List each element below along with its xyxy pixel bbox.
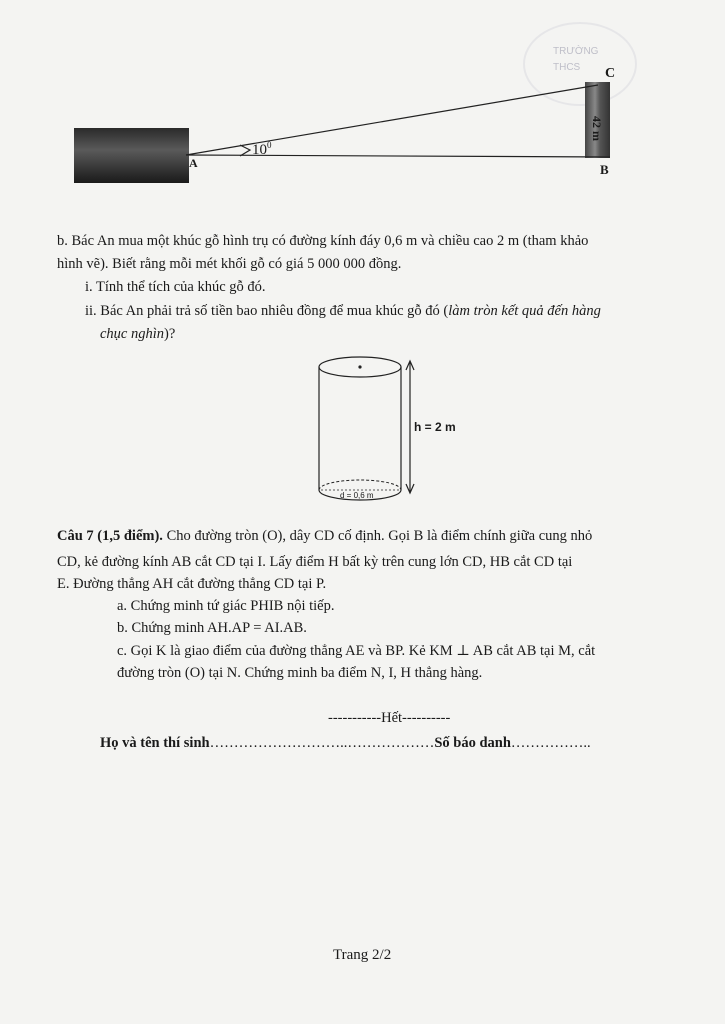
question7-line3: E. Đường thẳng AH cắt đường thẳng CD tại P. (57, 576, 327, 592)
diameter-value-label: d = 0,6 m (340, 491, 374, 500)
part-b-item-ii: ii. Bác An phải trả số tiền bao nhiêu đồng để mua khúc gỗ đó (làm tròn kết quả đến hàng (85, 303, 601, 319)
height-label: 42 m (590, 116, 604, 141)
part-b-line2: hình vẽ). Biết rằng mỗi mét khối gỗ có giá 5 000 000 đồng. (57, 256, 402, 272)
school-stamp: TRƯỜNG THCS (523, 22, 637, 106)
elevation-lines (0, 0, 725, 200)
question7-part-a: a. Chứng minh tứ giác PHIB nội tiếp. (117, 598, 335, 614)
label-c: C (605, 66, 616, 81)
label-a: A (189, 156, 198, 170)
angle-label: $10^0$ (252, 140, 272, 158)
part-b-item-ii-cont: chục nghìn)? (100, 326, 176, 342)
part-b-line1: b. Bác An mua một khúc gỗ hình trụ có đường kính đáy 0,6 m và chiều cao 2 m (tham khảo (57, 233, 589, 249)
question7-part-c-cont: đường tròn (O) tại N. Chứng minh ba điểm N, I, H thẳng hàng. (117, 665, 483, 681)
height-value-label: h = 2 m (414, 420, 456, 434)
question7-part-c: c. Gọi K là giao điểm của đường thẳng AE và BP. Kẻ KM ⊥ AB cắt AB tại M, cắt (117, 643, 596, 659)
question7-intro: Câu 7 (1,5 điểm). Cho đường tròn (O), dây CD cố định. Gọi B là điểm chính giữa cung nhỏ (57, 528, 593, 544)
end-marker: -----------Hết---------- (328, 710, 451, 726)
page-number: Trang 2/2 (333, 947, 392, 963)
part-b-item-i: i. Tính thể tích của khúc gỗ đó. (85, 279, 266, 295)
cylinder-figure (312, 352, 472, 512)
question7-part-b: b. Chứng minh AH.AP = AI.AB. (117, 620, 307, 636)
label-b: B (600, 162, 609, 177)
candidate-info: Họ và tên thí sinh………………………..………………Số báo danh…………….. (100, 735, 591, 751)
question7-line2: CD, kẻ đường kính AB cắt CD tại I. Lấy điểm H bất kỳ trên cung lớn CD, HB cắt CD tại (57, 554, 573, 570)
